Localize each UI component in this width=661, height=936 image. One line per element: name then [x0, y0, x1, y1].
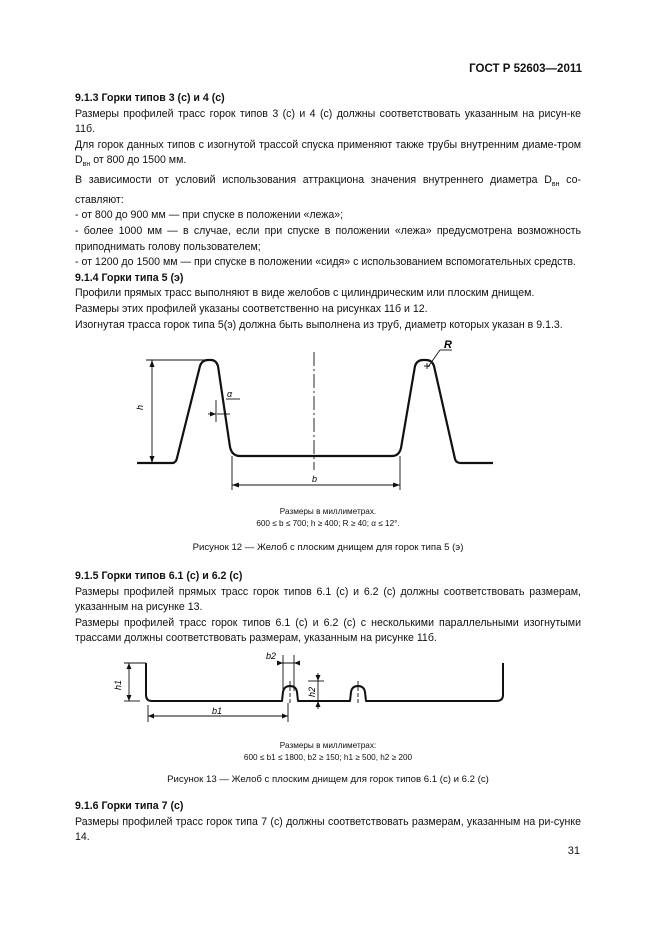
list-item: - более 1000 мм — в случае, если при спуске в положении «лежа» предусмотрена возможность приподнимать голову пользователем; [75, 224, 581, 253]
figure-13-units: Размеры в миллиметрах: 600 ≤ b1 ≤ 1800, b2 ≥ 150; h1 ≥ 500, h2 ≥ 200 [243, 741, 413, 762]
label-r: R [444, 339, 452, 351]
section-9-1-3 [75, 91, 581, 333]
paragraph: Изогнутая трасса горок типа 5(э) должна быть выполнена из труб, диаметр которых указан в 9.1.3. [75, 318, 563, 331]
section-heading: 9.1.6 Горки типа 7 (с) [75, 800, 184, 812]
paragraph: Размеры профилей трасс горок типов 6.1 (с) и 6.2 (с) с несколькими параллельными изогнутыми трассами должны соответствовать размерам, указанным на рисунке 11б. [75, 616, 581, 645]
figure-13-caption: Рисунок 13 — Желоб с плоским днищем для горок типов 6.1 (с) и 6.2 (с) [167, 774, 489, 785]
figure-12-caption: Рисунок 12 — Желоб с плоским днищем для горок типа 5 (э) [192, 542, 464, 553]
trough-profile [137, 360, 493, 463]
section-9-1-6 [75, 799, 581, 846]
label-b2: b2 [266, 651, 277, 661]
section-heading: 9.1.4 Горки типа 5 (э) [75, 271, 184, 284]
paragraph: Размеры профилей трасс горок типа 7 (с) должны соответствовать размерам, указанным на ри-сунке 14. [75, 815, 581, 844]
figure-13-drawing [0, 645, 661, 725]
section-9-1-5 [75, 569, 581, 647]
label-h: h [135, 404, 145, 410]
list-item: - от 800 до 900 мм — при спуске в положении «лежа»; [75, 209, 344, 222]
paragraph: Размеры этих профилей указаны соответственно на рисунках 11б и 12. [75, 302, 428, 315]
page-number: 31 [567, 845, 580, 857]
label-h2: h2 [307, 686, 317, 697]
paragraph: Для горок данных типов с изогнутой трассой спуска применяют также трубы внутренним диаме-тром $D_{вн}$ от 800 до 1500 мм. [75, 138, 581, 169]
trough-profile [146, 663, 503, 701]
document-header: ГОСТ Р 52603—2011 [469, 63, 582, 75]
label-alpha: α [227, 389, 233, 399]
figure-12-units: Размеры в миллиметрах. 600 ≤ b ≤ 700; h ≥ 400; R ≥ 40; α ≤ 12°. [256, 507, 400, 528]
paragraph: Профили прямых трасс выполняют в виде желобов с цилиндрическим или плоским днищем. [75, 287, 535, 300]
label-b1: b1 [212, 706, 223, 716]
label-b: b [312, 474, 318, 484]
section-heading: 9.1.5 Горки типов 6.1 (с) и 6.2 (с) [75, 570, 243, 582]
section-heading: 9.1.3 Горки типов 3 (с) и 4 (с) [75, 92, 225, 104]
paragraph: Размеры профилей трасс горок типов 3 (с) и 4 (с) должны соответствовать указанным на рисун-ке 11б. [75, 107, 581, 136]
paragraph: В зависимости от условий использования аттракциона значения внутреннего диаметра $D_{вн}$ со-ставляют: [75, 174, 581, 206]
figure-12-drawing [0, 330, 661, 500]
list-item: - от 1200 до 1500 мм — при спуске в положении «сидя» с использованием вспомогательных средств. [75, 256, 576, 269]
paragraph: Размеры профилей прямых трасс горок типов 6.1 (с) и 6.2 (с) должны соответствовать размерам, указанным на рисунке 13. [75, 585, 581, 614]
label-h1: h1 [113, 679, 123, 690]
